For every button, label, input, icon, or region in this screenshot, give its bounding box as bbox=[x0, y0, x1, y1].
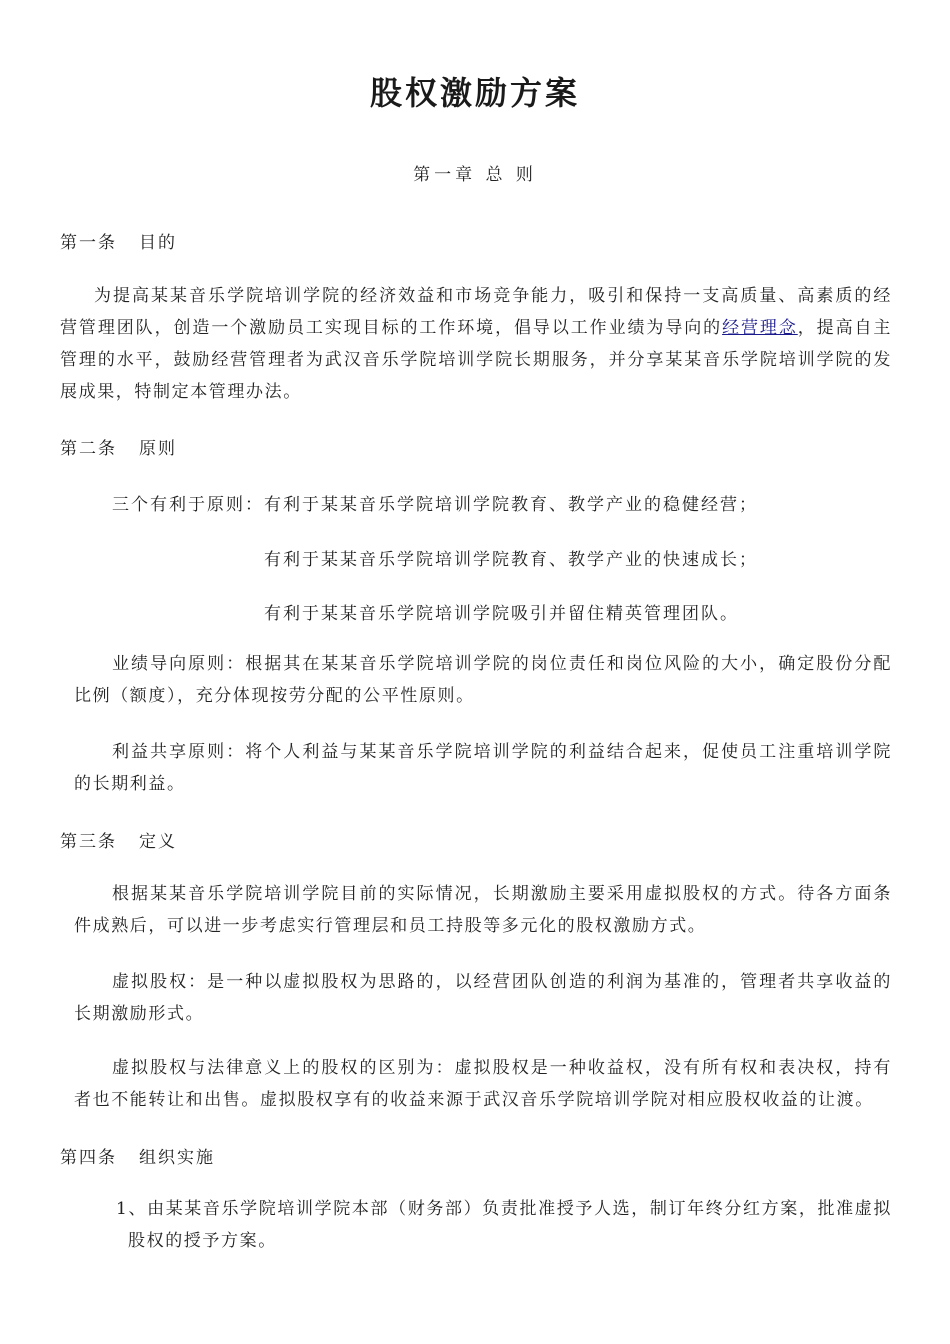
article-2-name: 原则 bbox=[139, 439, 177, 459]
article-4-item-1: 1、由某某音乐学院培训学院本部（财务部）负责批准授予人选，制订年终分红方案，批准虚拟股权的授予方案。 bbox=[116, 1199, 892, 1251]
article-3-heading bbox=[60, 827, 177, 852]
article-4-number: 第四条 bbox=[60, 1148, 117, 1168]
three-benefits-label: 三个有利于原则： bbox=[112, 495, 264, 515]
performance-principle: 业绩导向原则：根据其在某某音乐学院培训学院的岗位责任和岗位风险的大小，确定股份分配比例（额度），充分体现按劳分配的公平性原则。 bbox=[74, 654, 892, 706]
document-title: 股权激励方案 bbox=[369, 74, 580, 112]
article-1-heading bbox=[60, 228, 177, 253]
article-3-paragraph-1: 根据某某音乐学院培训学院目前的实际情况，长期激励主要采用虚拟股权的方式。待各方面条件成熟后，可以进一步考虑实行管理层和员工持股等多元化的股权激励方式。 bbox=[74, 884, 892, 936]
article-3-paragraph-2: 虚拟股权：是一种以虚拟股权为思路的，以经营团队创造的利润为基准的，管理者共享收益的长期激励形式。 bbox=[74, 972, 892, 1024]
benefit-item-1: 有利于某某音乐学院培训学院教育、教学产业的稳健经营； bbox=[264, 495, 758, 515]
article-1-name: 目的 bbox=[139, 233, 177, 253]
article-1-text-after-link: ，提高自主管理的水平，鼓励经营管理者为武汉音乐学院培训学院长期服务，并分享某某音乐学院培训学院的发展成果，特制定本管理办法。 bbox=[60, 318, 893, 402]
chapter-heading: 第一章 总 则 bbox=[413, 165, 537, 185]
article-3-number: 第三条 bbox=[60, 832, 117, 852]
benefit-item-3: 有利于某某音乐学院培训学院吸引并留住精英管理团队。 bbox=[264, 604, 739, 624]
article-3-paragraph-3: 虚拟股权与法律意义上的股权的区别为：虚拟股权是一种收益权，没有所有权和表决权，持有者也不能转让和出售。虚拟股权享有的收益来源于武汉音乐学院培训学院对相应股权收益的让渡。 bbox=[74, 1058, 892, 1110]
article-1-text-before-link: 为提高某某音乐学院培训学院的经济效益和市场竞争能力，吸引和保持一支高质量、高素质的经营管理团队，创造一个激励员工实现目标的工作环境，倡导以工作业绩为导向的 bbox=[60, 286, 892, 338]
article-2-heading bbox=[60, 434, 177, 459]
business-philosophy-link[interactable]: 经营理念 bbox=[722, 318, 798, 338]
sharing-principle: 利益共享原则：将个人利益与某某音乐学院培训学院的利益结合起来，促使员工注重培训学院的长期利益。 bbox=[74, 742, 892, 794]
article-1-number: 第一条 bbox=[60, 233, 117, 253]
article-3-name: 定义 bbox=[139, 832, 177, 852]
article-2-number: 第二条 bbox=[60, 439, 117, 459]
article-4-name: 组织实施 bbox=[139, 1148, 215, 1168]
article-4-heading bbox=[60, 1143, 215, 1168]
article-1-paragraph bbox=[60, 280, 892, 408]
benefit-item-2: 有利于某某音乐学院培训学院教育、教学产业的快速成长； bbox=[264, 550, 758, 570]
